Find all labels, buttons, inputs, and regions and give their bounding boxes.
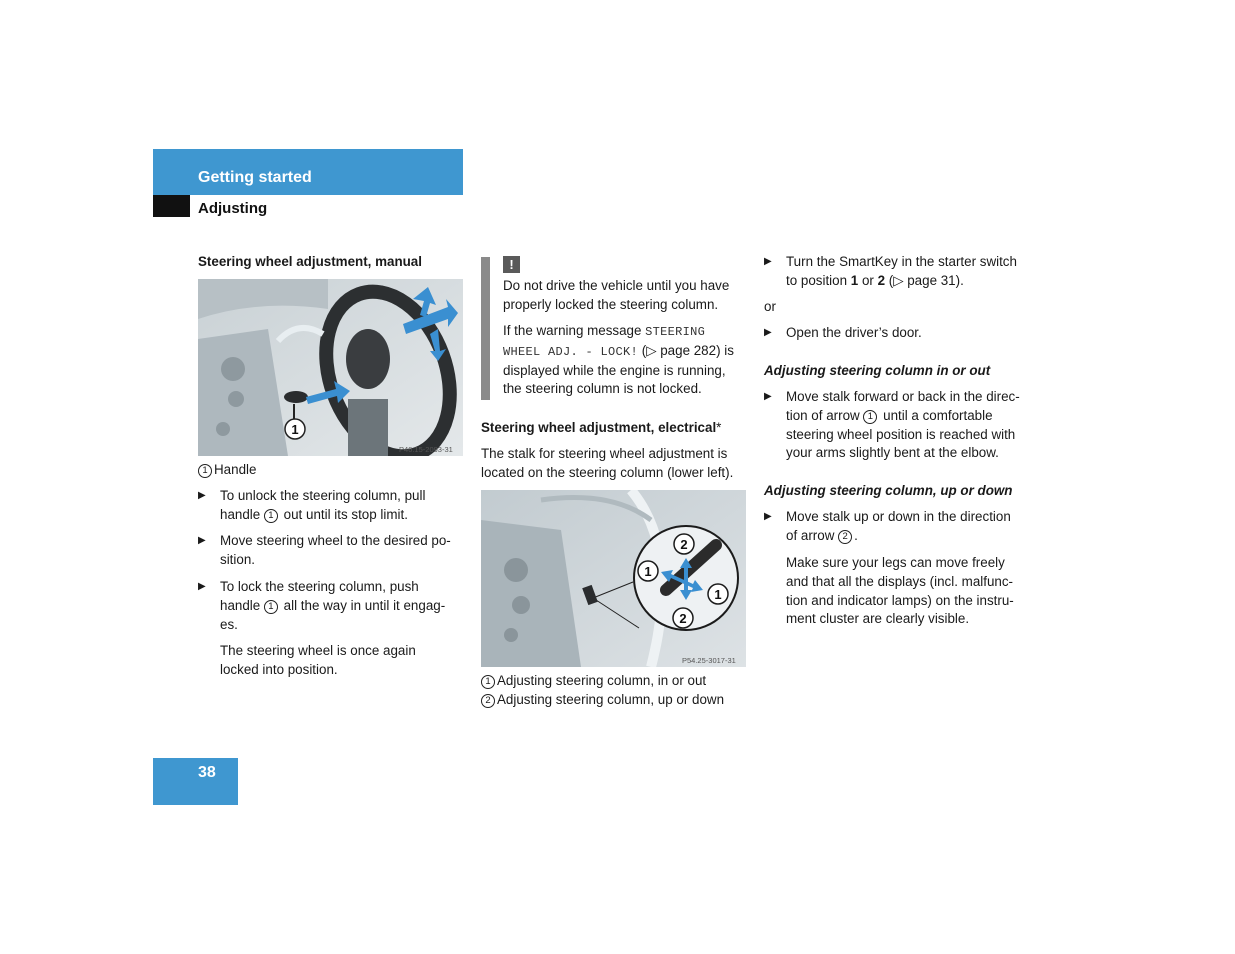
- callout-number: 1: [863, 410, 877, 424]
- page-number: 38: [198, 764, 216, 781]
- step-text: handle: [220, 506, 264, 522]
- steering-manual-drawing: [198, 279, 463, 456]
- note-line: tion and indicator lamps) on the instru-: [786, 592, 1014, 608]
- steering-electrical-illustration: [481, 490, 746, 667]
- step-line: Move stalk up or down in the direction: [786, 509, 1011, 524]
- page-reference: (▷ page 31).: [885, 272, 964, 288]
- intro-line: located on the steering column (lower left).: [481, 464, 734, 480]
- legend-text: Handle: [214, 462, 257, 477]
- step-text: until a comfortable: [879, 407, 993, 423]
- callout-2-label: 2: [680, 537, 688, 552]
- warning-bar: [481, 257, 490, 400]
- lock-note: [220, 642, 416, 680]
- note-line: locked into position.: [220, 661, 338, 677]
- step-line: Open the driver’s door.: [786, 325, 922, 340]
- step-lock: [198, 578, 468, 634]
- step-line: Turn the SmartKey in the starter switch: [786, 254, 1017, 269]
- step-line: es.: [220, 616, 238, 632]
- step-up-down: [764, 508, 1039, 546]
- up-down-heading: Adjusting steering column, up or down: [764, 483, 1013, 498]
- step-move-wheel: [198, 532, 468, 570]
- step-open-door: [764, 324, 1039, 343]
- warning-line: Do not drive the vehicle until you have: [503, 278, 730, 293]
- warning-line: properly locked the steering column.: [503, 296, 719, 312]
- display-message: WHEEL ADJ. - LOCK!: [503, 344, 639, 359]
- callout-number: 2: [481, 694, 495, 708]
- key-position: 2: [877, 272, 886, 288]
- warning-line: displayed while the engine is running,: [503, 362, 726, 378]
- step-unlock: [198, 487, 468, 525]
- step-line: Move stalk forward or back in the direc-: [786, 389, 1020, 404]
- callout-number: 1: [264, 600, 278, 614]
- step-text: out until its stop limit.: [279, 506, 408, 522]
- step-text: or: [858, 272, 878, 288]
- manual-adjust-heading: Steering wheel adjustment, manual: [198, 254, 422, 269]
- display-message: STEERING: [645, 325, 706, 339]
- electrical-adjust-heading: [481, 420, 721, 435]
- steering-manual-illustration: [198, 279, 463, 456]
- legend-text: Adjusting steering column, in or out: [497, 673, 707, 688]
- optional-marker: *: [716, 420, 722, 435]
- step-line: steering wheel position is reached with: [786, 426, 1016, 442]
- step-turn-smartkey: [764, 253, 1039, 291]
- step-text: handle: [220, 597, 264, 613]
- section-marker: [153, 195, 190, 217]
- step-line: your arms slightly bent at the elbow.: [786, 445, 999, 461]
- section-title: Getting started: [198, 169, 312, 186]
- step-text: to position: [786, 272, 851, 288]
- note-line: and that all the displays (incl. malfunc-: [786, 573, 1014, 589]
- callout-number: 1: [481, 675, 495, 689]
- bullet-triangle-icon: ▶: [764, 391, 772, 402]
- callout-1-label: 1: [714, 587, 722, 602]
- note-line: The steering wheel is once again: [220, 643, 416, 658]
- callout-number: 1: [198, 464, 212, 478]
- legend-item: [481, 672, 756, 691]
- in-out-heading: Adjusting steering column in or out: [764, 363, 991, 378]
- step-text: .: [854, 527, 858, 543]
- step-text: all the way in until it engag-: [279, 597, 446, 613]
- warning-icon: !: [503, 256, 520, 273]
- note-line: ment cluster are clearly visible.: [786, 611, 970, 627]
- warning-text-2: [503, 322, 753, 399]
- or-text: or: [764, 299, 776, 314]
- legend-item: [198, 461, 256, 480]
- callout-number: 1: [264, 509, 278, 523]
- warning-text-1: [503, 277, 753, 315]
- heading-text: Steering wheel adjustment, electrical: [481, 420, 717, 435]
- image-code: P46.15-2093-31: [399, 445, 453, 454]
- step-text: of arrow: [786, 527, 839, 543]
- bullet-triangle-icon: ▶: [198, 581, 206, 592]
- step-line: To lock the steering column, push: [220, 579, 419, 594]
- page-reference: (▷ page 282) is: [638, 342, 734, 358]
- electrical-legend: [481, 672, 756, 710]
- bullet-triangle-icon: ▶: [764, 327, 772, 338]
- callout-1-label: 1: [291, 422, 299, 437]
- bullet-triangle-icon: ▶: [198, 490, 206, 501]
- step-text: tion of arrow: [786, 407, 864, 423]
- step-line: Move steering wheel to the desired po-: [220, 533, 451, 548]
- bullet-triangle-icon: ▶: [764, 511, 772, 522]
- warning-line: the steering column is not locked.: [503, 381, 702, 397]
- legend-text: Adjusting steering column, up or down: [497, 691, 725, 707]
- callout-2-label: 2: [679, 611, 687, 626]
- warning-text: If the warning message: [503, 323, 646, 338]
- legend-item: [481, 691, 756, 710]
- step-line: To unlock the steering column, pull: [220, 488, 426, 503]
- note-line: Make sure your legs can move freely: [786, 555, 1005, 570]
- image-code: P54.25-3017-31: [682, 656, 736, 665]
- step-line: sition.: [220, 551, 255, 567]
- steering-electrical-drawing: [481, 490, 746, 667]
- key-position: 1: [850, 272, 859, 288]
- electrical-intro: [481, 445, 751, 483]
- callout-number: 2: [838, 530, 852, 544]
- bullet-triangle-icon: ▶: [764, 256, 772, 267]
- step-in-out: [764, 388, 1039, 463]
- page-number-box: [153, 758, 238, 805]
- subsection-title: Adjusting: [198, 200, 268, 217]
- legs-note: [786, 554, 1046, 629]
- callout-1-label: 1: [644, 564, 652, 579]
- bullet-triangle-icon: ▶: [198, 535, 206, 546]
- intro-line: The stalk for steering wheel adjustment is: [481, 446, 728, 461]
